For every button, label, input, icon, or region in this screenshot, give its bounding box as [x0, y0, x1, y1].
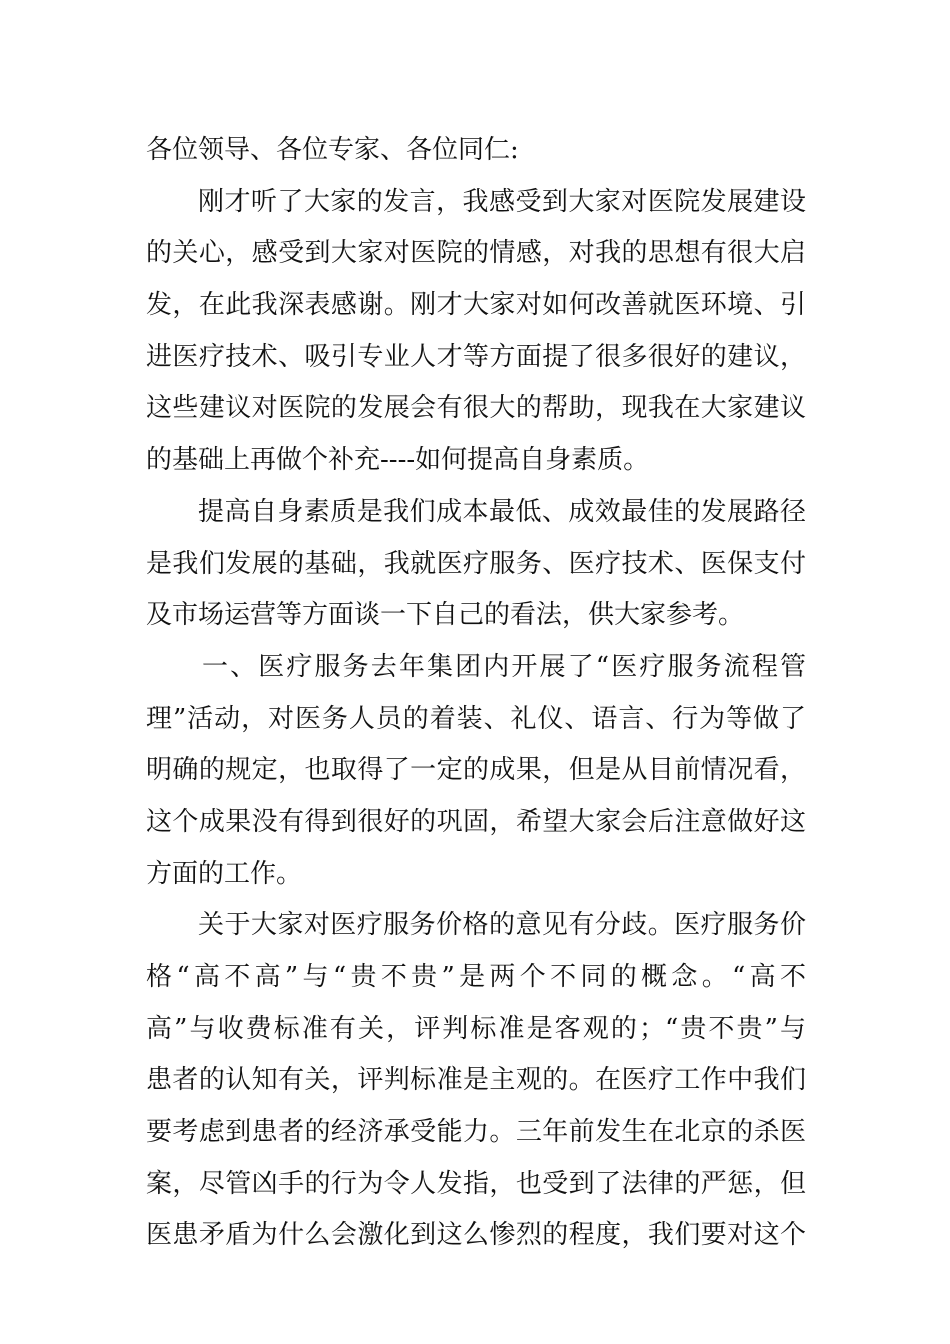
text-line: 的关心，感受到大家对医院的情感，对我的思想有很大启	[146, 238, 806, 269]
text-line: 方面的工作。	[146, 858, 303, 889]
text-line: 是我们发展的基础，我就医疗服务、医疗技术、医保支付	[146, 548, 806, 579]
text-line: 高”与收费标准有关，评判标准是客观的；“贵不贵”与	[146, 1013, 806, 1044]
text-line: 理”活动，对医务人员的着装、礼仪、语言、行为等做了	[146, 703, 806, 734]
text-line: 这个成果没有得到很好的巩固，希望大家会后注意做好这	[146, 806, 806, 837]
text-line: 格“高不高”与“贵不贵”是两个不同的概念。“高不	[146, 962, 806, 992]
text-line: 刚才听了大家的发言，我感受到大家对医院发展建设	[198, 186, 806, 217]
paragraph-1	[146, 177, 806, 487]
text-line: 患者的认知有关，评判标准是主观的。在医疗工作中我们	[146, 1065, 806, 1096]
text-line: 提高自身素质是我们成本最低、成效最佳的发展路径	[198, 496, 806, 527]
text-line: 关于大家对医疗服务价格的意见有分歧。医疗服务价	[198, 910, 806, 941]
text-line: 的基础上再做个补充----如何提高自身素质。	[146, 445, 650, 476]
text-line: 要考虑到患者的经济承受能力。三年前发生在北京的杀医	[146, 1117, 806, 1148]
paragraph-3	[146, 642, 806, 900]
text-line: 这些建议对医院的发展会有很大的帮助，现我在大家建议	[146, 393, 806, 424]
paragraph-2	[146, 487, 806, 642]
text-line: 进医疗技术、吸引专业人才等方面提了很多很好的建议，	[146, 341, 806, 372]
text-line: 发，在此我深表感谢。刚才大家对如何改善就医环境、引	[146, 290, 806, 321]
text-line: 及市场运营等方面谈一下自己的看法，供大家参考。	[146, 600, 745, 631]
text-line: 医患矛盾为什么会激化到这么惨烈的程度，我们要对这个	[146, 1220, 806, 1251]
document-body	[146, 125, 806, 1262]
greeting-line: 各位领导、各位专家、各位同仁:	[146, 135, 519, 165]
text-line: 一、医疗服务去年集团内开展了“医疗服务流程管	[202, 651, 806, 682]
paragraph-4	[146, 900, 806, 1262]
text-line: 明确的规定，也取得了一定的成果，但是从目前情况看，	[146, 755, 806, 786]
text-line: 案，尽管凶手的行为令人发指，也受到了法律的严惩，但	[146, 1168, 806, 1199]
